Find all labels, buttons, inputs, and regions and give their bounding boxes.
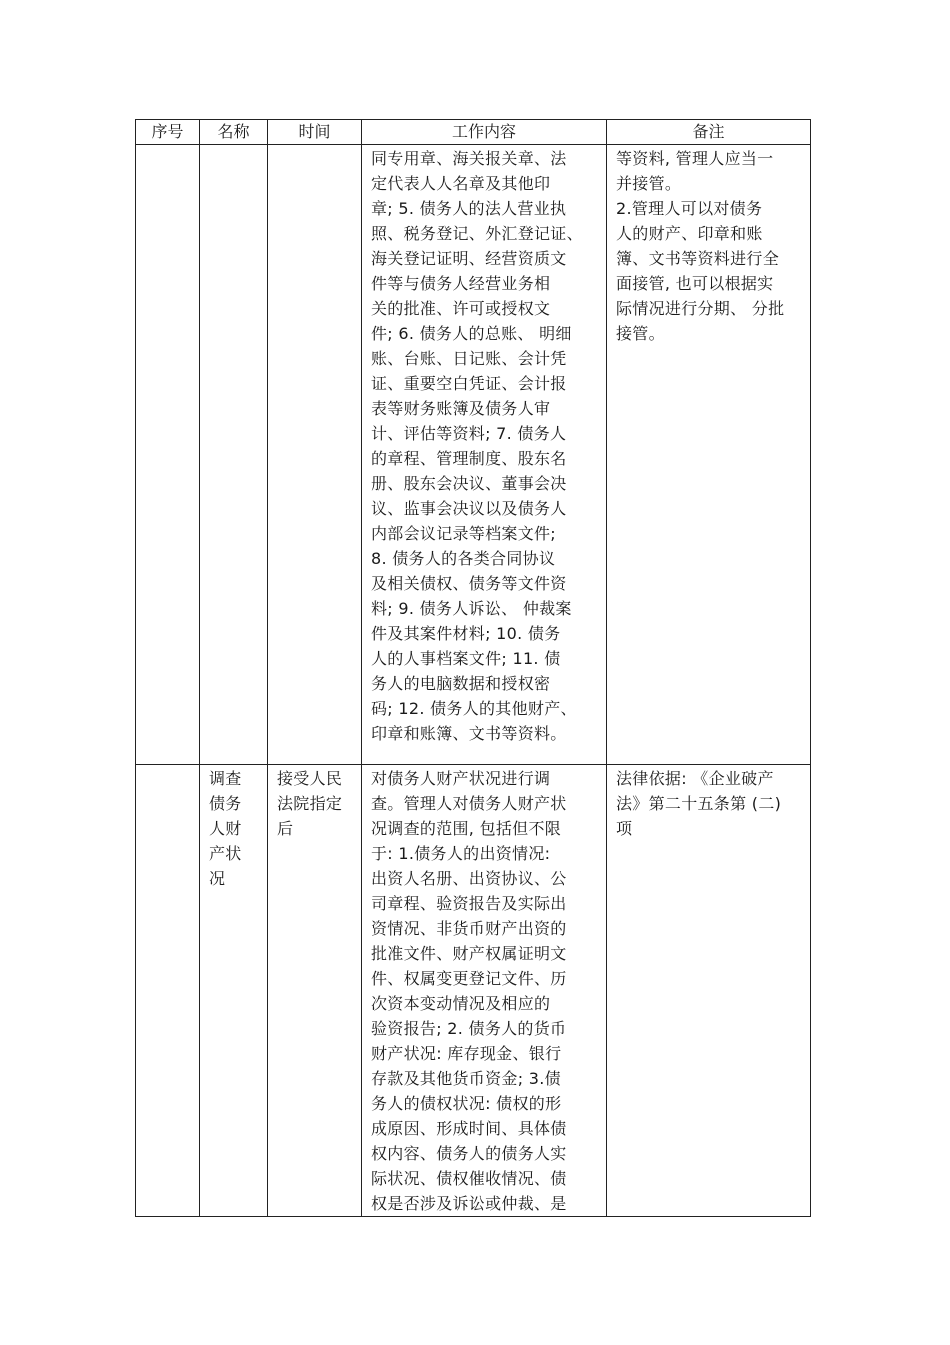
table-header-row — [136, 120, 811, 145]
header-index: 序号 — [136, 120, 200, 145]
header-time: 时间 — [268, 120, 362, 145]
cell-name — [200, 145, 268, 765]
work-table — [135, 119, 811, 1217]
header-content: 工作内容 — [362, 120, 607, 145]
header-remark: 备注 — [607, 120, 811, 145]
cell-time: 接受人民 法院指定 后 — [268, 765, 362, 1217]
header-name: 名称 — [200, 120, 268, 145]
table-row — [136, 145, 811, 765]
cell-time — [268, 145, 362, 765]
cell-remark: 法律依据: 《企业破产 法》第二十五条第 (二) 项 — [607, 765, 811, 1217]
cell-remark: 等资料, 管理人应当一 并接管。 2.管理人可以对债务 人的财产、印章和账 簿、文书等资料进行全 面接管, 也可以根据实 际情况进行分期、 分批 接管。 — [607, 145, 811, 765]
table-row — [136, 765, 811, 1217]
cell-index — [136, 765, 200, 1217]
cell-content: 同专用章、海关报关章、法 定代表人人名章及其他印 章; 5. 债务人的法人营业执 照、税务登记、外汇登记证、 海关登记证明、经营资质文 件等与债务人经营业务相 关的批准、许可或授权文 件; 6. 债务人的总账、 明细 账、台账、日记账、会计凭 证、重要空白凭证、会计报 表等财务账簿及债务人审 计、评估等资料; 7. 债务人 的章程、管理制度、股东名 册、股东会决议、董事会决 议、监事会决议以及债务人 内部会议记录等档案文件; 8. 债务人的各类合同协议 及相关债权、债务等文件资 料; 9. 债务人诉讼、 仲裁案 件及其案件材料; 10. 债务 人的人事档案文件; 11. 债 务人的电脑数据和授权密 码; 12. 债务人的其他财产、 印章和账簿、文书等资料。 — [362, 145, 607, 765]
cell-name: 调查 债务 人财 产状 况 — [200, 765, 268, 1217]
cell-index — [136, 145, 200, 765]
cell-content: 对债务人财产状况进行调 查。管理人对债务人财产状 况调查的范围, 包括但不限 于: 1.债务人的出资情况: 出资人名册、出资协议、公 司章程、验资报告及实际出 资情况、非货币财产出资的 批准文件、财产权属证明文 件、权属变更登记文件、历 次资本变动情况及相应的 验资报告; 2. 债务人的货币 财产状况: 库存现金、银行 存款及其他货币资金; 3.债 务人的债权状况: 债权的形 成原因、形成时间、具体债 权内容、债务人的债务人实 际状况、债权催收情况、债 权是否涉及诉讼或仲裁、是 — [362, 765, 607, 1217]
